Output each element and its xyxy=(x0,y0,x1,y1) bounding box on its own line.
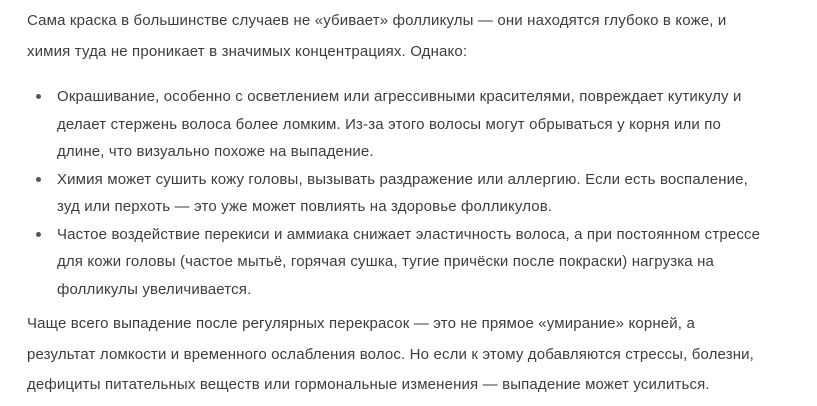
list-item xyxy=(57,83,809,166)
list-item xyxy=(57,221,809,304)
list-item-line: Химия может сушить кожу головы, вызывать раздражение или аллергию. Если есть воспаление, xyxy=(57,170,748,188)
list-item-line: для кожи головы (частое мытьё, горячая сушка, тугие причёски после покраски) нагрузка на xyxy=(57,253,715,270)
list-item-line: делает стержень волоса более ломким. Из-за этого волосы могут обрываться у корня или по xyxy=(57,115,722,133)
paragraph-line: химия туда не проникает в значимых концентрациях. Однако: xyxy=(27,42,468,60)
paragraph-line: Чаще всего выпадение после регулярных перекрасок — это не прямое «умирание» корней, а xyxy=(27,315,695,332)
list-item-line: зуд или перхоть — это уже может повлиять на здоровье фолликулов. xyxy=(57,198,553,215)
list-item-line: фолликулы увеличивается. xyxy=(57,280,252,298)
list-item-line: Частое воздействие перекиси и аммиака снижает эластичность волоса, а при постоянном стрессе xyxy=(57,225,761,243)
conclusion-paragraph xyxy=(27,309,809,401)
list-item-line: длине, что визуально похоже на выпадение. xyxy=(57,143,374,160)
paragraph-line: дефициты питательных веществ или гормональные изменения — выпадение может усилиться. xyxy=(27,376,710,393)
intro-paragraph xyxy=(27,6,809,67)
list-item xyxy=(57,166,809,221)
bullet-list xyxy=(27,83,809,303)
paragraph-line: результат ломкости и временного ослабления волос. Но если к этому добавляются стрессы, болезни, xyxy=(27,345,754,363)
paragraph-line: Сама краска в большинстве случаев не «убивает» фолликулы — они находятся глубоко в коже, и xyxy=(27,12,727,29)
list-item-line: Окрашивание, особенно с осветлением или агрессивными красителями, повреждает кутикулу и xyxy=(57,88,742,105)
